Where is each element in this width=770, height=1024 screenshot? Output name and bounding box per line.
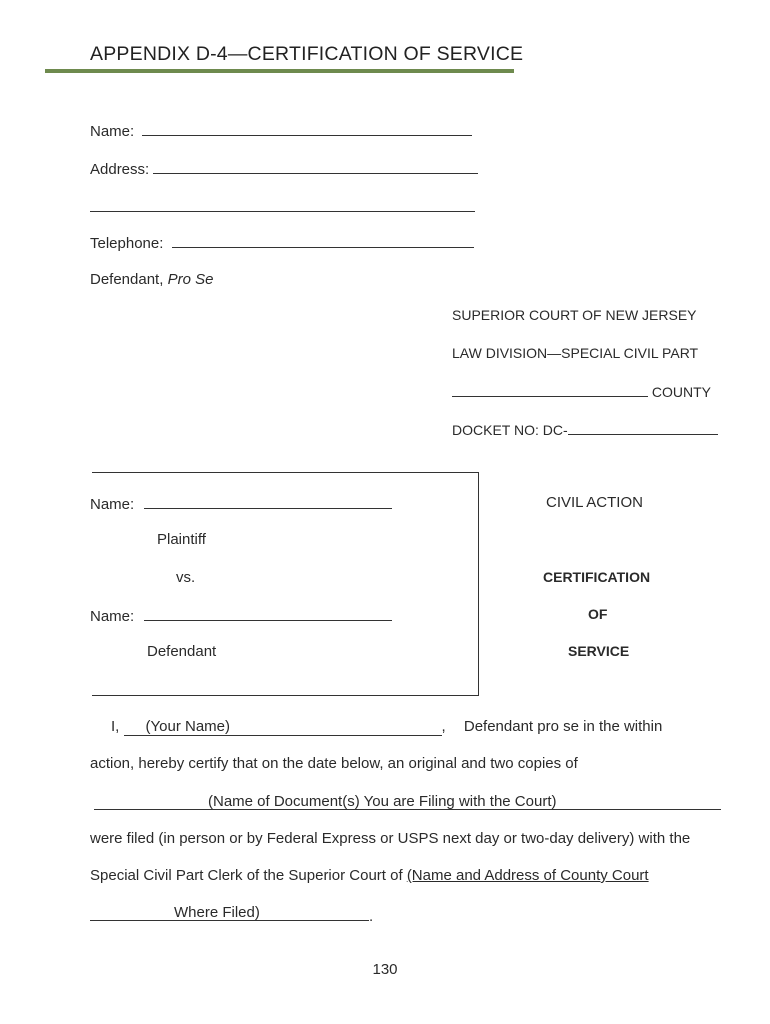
county-field — [452, 382, 711, 400]
county-blank[interactable] — [452, 382, 648, 397]
your-name-blank[interactable] — [124, 718, 442, 736]
your-name-hint: (Your Name) — [145, 718, 230, 735]
address-label: Address: — [90, 161, 150, 178]
document-name-blank[interactable] — [94, 793, 721, 810]
title-certification: CERTIFICATION — [543, 569, 651, 585]
name-field — [90, 121, 472, 140]
defendant-pro-se — [90, 271, 213, 288]
docket-label: DOCKET NO: DC- — [452, 422, 568, 438]
defendant-label: Defendant — [147, 643, 217, 660]
name-blank[interactable] — [142, 121, 472, 136]
plaintiff-name-field — [90, 494, 392, 513]
pro-se-label: Pro Se — [167, 271, 214, 288]
body-line-5-start: Special Civil Part Clerk of the Superior Court of — [90, 867, 403, 884]
telephone-blank[interactable] — [172, 233, 474, 248]
plaintiff-name-blank[interactable] — [144, 494, 392, 509]
address-blank[interactable] — [153, 159, 478, 174]
heading-rule — [45, 69, 514, 73]
body-line-1 — [111, 718, 662, 736]
body-line-6 — [90, 904, 373, 925]
plaintiff-name-label: Name: — [90, 496, 135, 513]
document-name-hint: (Name of Document(s) You are Filing with the Court) — [208, 793, 557, 810]
defendant-label: Defendant, — [90, 271, 164, 288]
body-i: I, — [111, 718, 120, 735]
body-line-1-rest: Defendant pro se in the within — [463, 718, 663, 735]
defendant-name-label: Name: — [90, 608, 135, 625]
body-line-4: were filed (in person or by Federal Express or USPS next day or two-day delivery) with the — [90, 830, 691, 847]
body-line-2: action, hereby certify that on the date below, an original and two copies of — [90, 755, 578, 772]
where-filed-blank[interactable] — [90, 904, 369, 921]
title-of: OF — [588, 606, 608, 622]
county-label: COUNTY — [651, 384, 712, 400]
court-name: SUPERIOR COURT OF NEW JERSEY — [452, 307, 697, 323]
county-court-hint: (Name and Address of County Court — [406, 867, 649, 884]
court-division: LAW DIVISION—SPECIAL CIVIL PART — [452, 345, 699, 361]
defendant-name-blank[interactable] — [144, 606, 392, 621]
docket-blank[interactable] — [568, 420, 718, 435]
body-line-5 — [90, 867, 649, 884]
where-filed-hint: Where Filed) — [174, 904, 260, 921]
telephone-label: Telephone: — [90, 235, 164, 252]
page-heading: APPENDIX D-4—CERTIFICATION OF SERVICE — [90, 43, 524, 65]
plaintiff-label: Plaintiff — [157, 531, 206, 548]
body-period: . — [369, 908, 374, 925]
docket-field — [452, 420, 718, 438]
telephone-field — [90, 233, 474, 252]
address-blank-2[interactable] — [90, 211, 475, 212]
title-service: SERVICE — [568, 643, 630, 659]
civil-action: CIVIL ACTION — [546, 494, 643, 511]
defendant-name-field — [90, 606, 392, 625]
body-comma: , — [441, 718, 446, 735]
address-field — [90, 159, 478, 178]
name-label: Name: — [90, 123, 135, 140]
vs-label: vs. — [176, 569, 196, 586]
page-number: 130 — [372, 961, 398, 978]
